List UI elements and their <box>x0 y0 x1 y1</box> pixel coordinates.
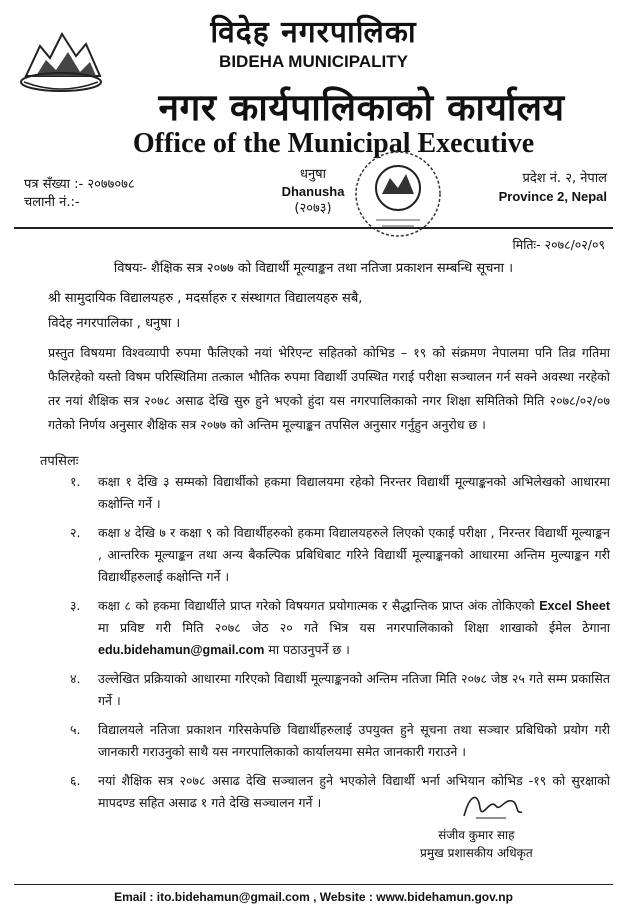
list-item-text-part: मा पठाउनुपर्ने छ । <box>264 642 350 657</box>
instruction-list <box>70 471 610 821</box>
list-item <box>70 595 610 661</box>
list-item-text: विद्यालयले नतिजा प्रकाशन गरिसकेपछि विद्यार्थीहरुलाई उपयुक्त हुने सूचना तथा सञ्चार प्रबिधिको प्रयोग गरी जानकारी गराउनुको साथै यस नगरपालिकाको कार्यालयमा समेत जानकारी गराउने । <box>98 722 610 759</box>
province-english: Province 2, Nepal <box>498 189 607 204</box>
footer-divider <box>14 884 613 885</box>
list-item-number: ६. <box>70 773 81 788</box>
list-item-text <box>98 598 610 657</box>
list-item <box>70 668 610 712</box>
municipality-title-english: BIDEHA MUNICIPALITY <box>219 52 408 71</box>
municipality-title-nepali: विदेह नगरपालिका <box>210 15 417 50</box>
list-item <box>70 719 610 763</box>
body-paragraph: प्रस्तुत विषयमा विश्वव्यापी रुपमा फैलिएको नयां भेरिएन्ट सहितको कोभिड – १९ को संक्रमण नेपालमा पनि तिव्र गतिमा फैलिरहेको यस्तो विषम परिस्थितिमा तत्काल भौतिक रुपमा विद्यार्थी उपस्थित गराई परीक्षा सञ्चालन गर्न सक्ने अवस्था नरहेको तर नयां शैक्षिक सत्र २०७८ असाढ देखि सुरु हुने भएको हुंदा यस नगरपालिकाको नगर शिक्षा समितिको मिति २०७८/०२/०७ गतेको निर्णय अनुसार शैक्षिक सत्र २०७७ को अन्तिम मूल्याङ्कन तपसिल अनुसार गर्नुहुन अनुरोध छ । <box>48 345 610 432</box>
header-divider <box>14 227 613 229</box>
addressee-block <box>48 286 362 336</box>
chalani-number: चलानी नं.:- <box>24 195 80 210</box>
office-title-nepali: नगर कार्यपालिकाको कार्यालय <box>158 86 565 129</box>
list-item-text: कक्षा ४ देखि ७ र कक्षा ९ को विद्यार्थीहरुको हकमा विद्यालयहरुले लिएको एकाई परीक्षा , निरन्तर विद्यार्थी मूल्याङ्कन , आन्तरिक मूल्याङ्कन तथा अन्य बैकल्पिक प्रबिधिबाट गरिने विद्यार्थी मूल्याङ्कनको आधारमा अन्तिम मुल्याङ्कन गरी विद्यार्थीहरुलाई कक्षोन्ति गर्ने । <box>98 525 610 584</box>
list-item-number: ४. <box>70 671 81 686</box>
letter-reference <box>24 176 135 212</box>
excel-sheet-label: Excel Sheet <box>539 599 610 613</box>
list-item-number: ५. <box>70 722 81 737</box>
district-english: Dhanusha <box>281 184 345 199</box>
list-item-text-part: मा प्रविष्ट गरी मिति २०७८ जेठ २० गते भित्र यस नगरपालिकाको शिक्षा शाखाको ईमेल ठेगाना <box>98 620 610 635</box>
list-item-text-part: कक्षा ८ को हकमा विद्यार्थीले प्राप्त गरेको विषयगत प्रयोगात्मक र सैद्धान्तिक प्राप्त अंक तोकिएको <box>98 598 540 613</box>
addressee-line-1: श्री सामुदायिक विद्यालयहरु , मदर्साहरु र संस्थागत विद्यालयहरु सबै, <box>48 291 363 306</box>
signatory-name: संजीव कुमार साह <box>438 828 515 842</box>
established-year: (२०७३) <box>294 201 332 216</box>
patra-sankhya: पत्र सँख्या :- २०७७०७८ <box>24 177 135 192</box>
tapasil-heading: तपसिलः <box>40 454 79 469</box>
province-nepali: प्रदेश नं. २, नेपाल <box>522 171 607 186</box>
list-item-number: २. <box>70 525 81 540</box>
district-block <box>268 166 358 217</box>
footer-contact: Email : ito.bidehamun@gmail.com , Website : www.bidehamun.gov.np <box>114 890 513 904</box>
letter-subject: विषयः- शैक्षिक सत्र २०७७ को विद्यार्थी मूल्याङ्कन तथा नतिजा प्रकाशन सम्बन्धि सूचना । <box>113 261 514 276</box>
list-item-number: १. <box>70 474 81 489</box>
list-item-text: कक्षा १ देखि ३ सम्मको विद्यार्थीको हकमा विद्यालयमा रहेको निरन्तर विद्यार्थी मूल्याङ्कनको अभिलेखको आधारमा कक्षोन्ति गर्ने । <box>98 474 610 511</box>
handwritten-signature <box>456 788 526 824</box>
signatory-title: प्रमुख प्रशासकीय अधिकृत <box>420 846 533 860</box>
letter-date: मितिः- २०७८/०२/०९ <box>512 237 605 252</box>
list-item-text: उल्लेखित प्रक्रियाको आधारमा गरिएको विद्यार्थी मूल्याङ्कनको अन्तिम नतिजा मिति २०७८ जेष्ठ २५ गते सम्म प्रकासित गर्ने । <box>98 671 610 708</box>
list-item <box>70 770 610 814</box>
province-block <box>499 170 607 206</box>
list-item-number: ३. <box>70 598 81 613</box>
list-item-text: नयां शैक्षिक सत्र २०७८ असाढ देखि सञ्चालन हुने भएकोले विद्यार्थी भर्ना अभियान कोभिड -१९ को सुरक्षाको मापदण्ड सहित असाढ १ गते देखि सञ्चालन गर्ने । <box>98 773 610 810</box>
education-email-link[interactable]: edu.bidehamun@gmail.com <box>98 643 265 657</box>
addressee-line-2: विदेह नगरपालिका , धनुषा । <box>48 316 181 331</box>
signatory-block <box>420 826 533 862</box>
list-item <box>70 471 610 515</box>
district-nepali: धनुषा <box>299 167 327 182</box>
list-item <box>70 522 610 588</box>
office-title-english: Office of the Municipal Executive <box>132 128 535 159</box>
